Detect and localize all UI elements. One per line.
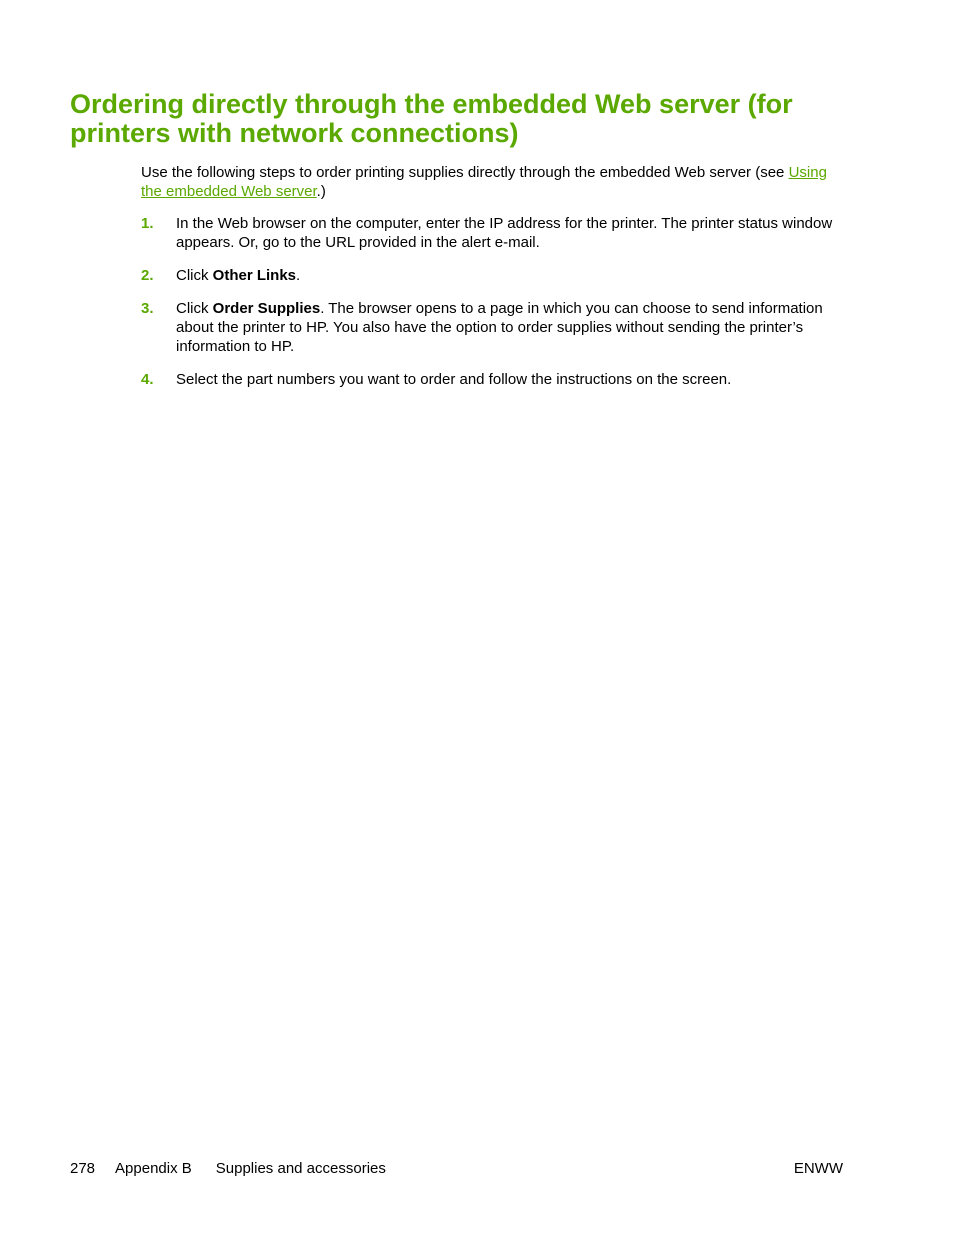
intro-text-end: .): [316, 183, 326, 200]
step-text: Click: [176, 267, 213, 284]
list-item: [141, 214, 851, 252]
step-number: 4.: [141, 371, 154, 388]
footer-appendix: Appendix B: [115, 1160, 192, 1177]
page-number: 278: [70, 1160, 96, 1177]
page-footer: [70, 1159, 843, 1178]
intro-text: Use the following steps to order printing supplies directly through the embedded Web server (see: [141, 164, 789, 181]
list-item: [141, 266, 851, 285]
embedded-web-server-link[interactable]: Using the embedded Web server: [141, 164, 827, 200]
step-text: Select the part numbers you want to order and follow the instructions on the screen.: [176, 371, 732, 388]
step-bold-text: Order Supplies: [212, 300, 321, 317]
step-text: In the Web browser on the computer, enter the IP address for the printer. The printer status window appears. Or, go to the URL provided in the alert e-mail.: [176, 215, 833, 251]
steps-list: [141, 214, 851, 403]
step-number: 3.: [141, 300, 154, 317]
list-item: [141, 299, 851, 356]
step-bold-text: Other Links: [212, 267, 297, 284]
footer-enww: ENWW: [793, 1160, 843, 1177]
intro-paragraph: [141, 163, 851, 201]
step-number: 1.: [141, 215, 154, 232]
footer-section: Supplies and accessories: [215, 1160, 386, 1177]
step-number: 2.: [141, 267, 154, 284]
page-heading: Ordering directly through the embedded Web server (for printers with network connections): [70, 89, 793, 148]
step-text-end: . The browser opens to a page in which you can choose to send information about the printer to HP. You also have the option to order supplies without sending the printer’s information to HP.: [176, 300, 823, 355]
list-item: [141, 370, 851, 389]
step-text: Click: [176, 300, 213, 317]
step-text-end: .: [296, 267, 301, 284]
